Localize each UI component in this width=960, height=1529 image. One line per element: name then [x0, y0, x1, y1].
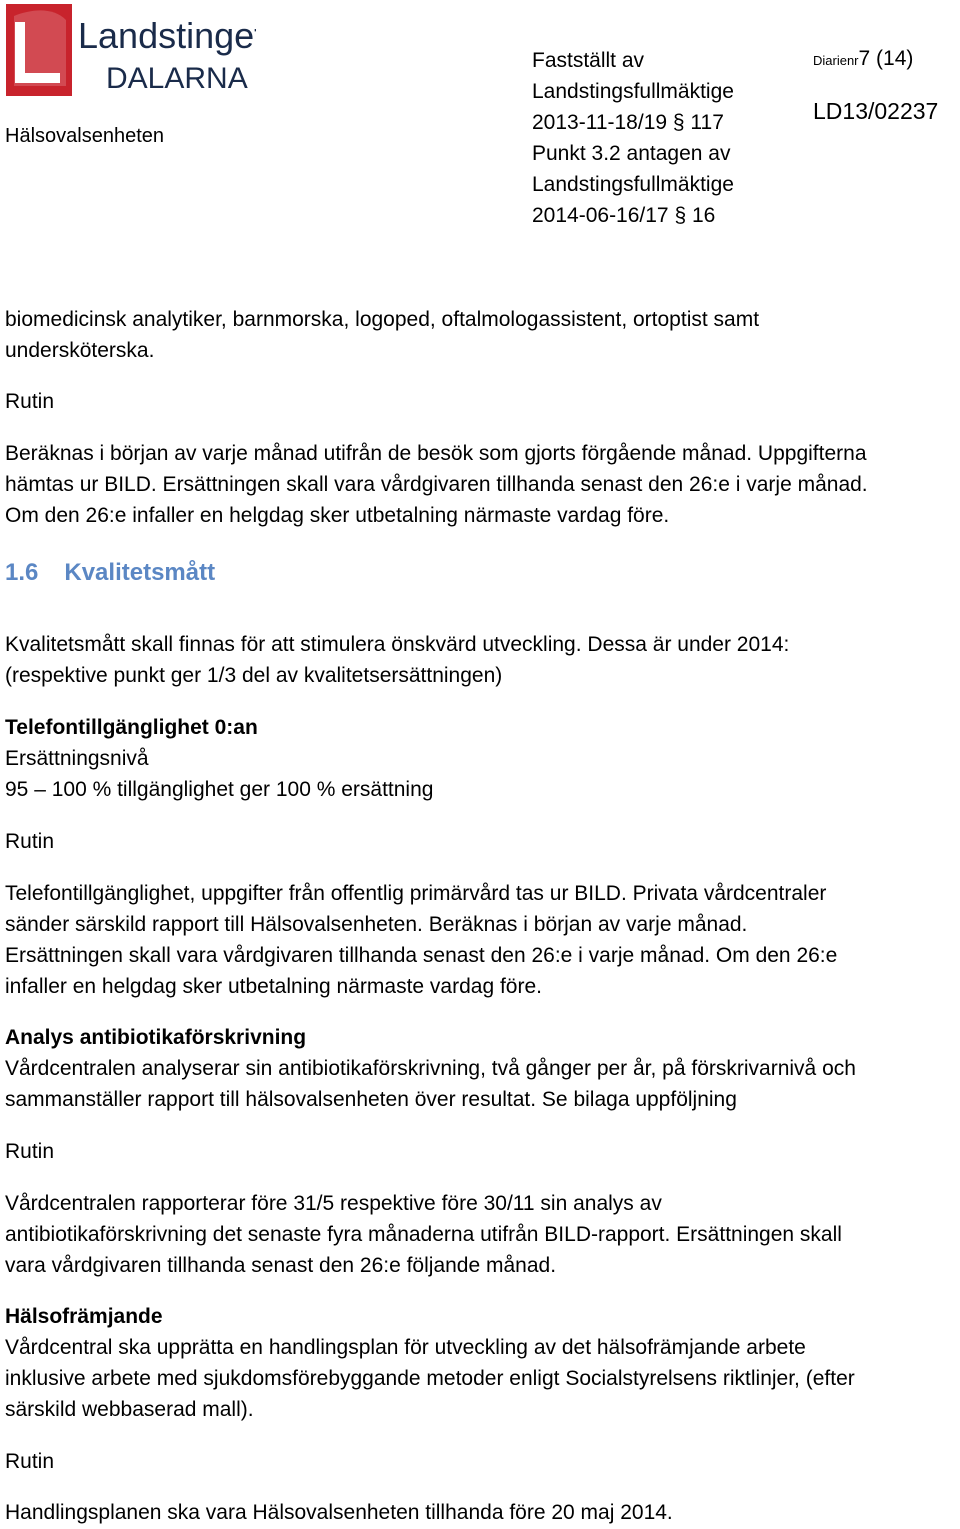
rutin-label: Rutin: [5, 1450, 55, 1473]
established-block: [532, 45, 734, 231]
paragraph-line: infaller en helgdag sker utbetalning närmaste vardag före.: [5, 975, 542, 998]
subheading-telefontillganglighet: Telefontillgänglighet 0:an: [5, 716, 258, 739]
paragraph-line: inklusive arbete med sjukdomsförebyggande metoder enligt Socialstyrelsens riktlinjer, (efter: [5, 1367, 855, 1390]
paragraph-line: Om den 26:e infaller en helgdag sker utbetalning närmaste vardag före.: [5, 504, 670, 527]
paragraph-line: Handlingsplanen ska vara Hälsovalsenheten tillhanda före 20 maj 2014.: [5, 1501, 673, 1524]
established-line: Landstingsfullmäktige: [532, 80, 734, 103]
paragraph-line: Vårdcentral ska upprätta en handlingsplan för utveckling av det hälsofrämjande arbete: [5, 1336, 806, 1359]
paragraph-line: biomedicinsk analytiker, barnmorska, logoped, oftalmologassistent, ortoptist samt: [5, 308, 760, 331]
paragraph-line: sänder särskild rapport till Hälsovalsenheten. Beräknas i början av varje månad.: [5, 913, 748, 936]
paragraph-line: Telefontillgänglighet, uppgifter från offentlig primärvård tas ur BILD. Privata vårdcentraler: [5, 882, 827, 905]
svg-text:Landstinget: Landstinget: [78, 15, 256, 56]
rutin-label: Rutin: [5, 1140, 55, 1163]
department-name: Hälsovalsenheten: [5, 125, 164, 147]
paragraph-line: antibiotikaförskrivning det senaste fyra månaderna utifrån BILD-rapport. Ersättningen skall: [5, 1223, 842, 1246]
paragraph-line: undersköterska.: [5, 339, 155, 362]
paragraph-line: Kvalitetsmått skall finnas för att stimulera önskvärd utveckling. Dessa är under 2014:: [5, 633, 790, 656]
paragraph-line: Vårdcentralen rapporterar före 31/5 respektive före 30/11 sin analys av: [5, 1192, 662, 1215]
subheading-antibiotika: Analys antibiotikaförskrivning: [5, 1026, 307, 1049]
diarienr-label: Diarienr: [813, 53, 859, 68]
established-line: Landstingsfullmäktige: [532, 173, 734, 196]
section-heading: [5, 557, 215, 589]
paragraph-line: (respektive punkt ger 1/3 del av kvalitetsersättningen): [5, 664, 503, 687]
subheading-halsoframjande: Hälsofrämjande: [5, 1305, 163, 1328]
established-line: 2014-06-16/17 § 16: [532, 204, 716, 227]
rutin-label: Rutin: [5, 830, 55, 853]
landstinget-dalarna-logo: [4, 2, 256, 98]
established-line: 2013-11-18/19 § 117: [532, 111, 724, 134]
paragraph-line: vara vårdgivaren tillhanda senast den 26:e följande månad.: [5, 1254, 557, 1277]
paragraph-line: sammanställer rapport till hälsovalsenheten över resultat. Se bilaga uppföljning: [5, 1088, 737, 1111]
diarienr-value: LD13/02237: [813, 98, 939, 124]
page-number: 7 (14): [858, 47, 914, 70]
paragraph-line: Beräknas i början av varje månad utifrån de besök som gjorts förgående månad. Uppgifterna: [5, 442, 867, 465]
svg-text:DALARNA: DALARNA: [106, 62, 248, 95]
paragraph-line: särskild webbaserad mall).: [5, 1398, 254, 1421]
established-line: Fastställt av: [532, 49, 645, 72]
paragraph-line: Vårdcentralen analyserar sin antibiotikaförskrivning, två gånger per år, på förskrivarnivå och: [5, 1057, 856, 1080]
paragraph-line: hämtas ur BILD. Ersättningen skall vara vårdgivaren tillhanda senast den 26:e i varje månad.: [5, 473, 868, 496]
established-line: Punkt 3.2 antagen av: [532, 142, 731, 165]
page-number-line: [813, 44, 913, 76]
paragraph-line: Ersättningen skall vara vårdgivaren tillhanda senast den 26:e i varje månad. Om den 26:e: [5, 944, 838, 967]
section-number: 1.6: [5, 559, 39, 586]
section-title: Kvalitetsmått: [64, 559, 216, 586]
paragraph-line: 95 – 100 % tillgänglighet ger 100 % ersättning: [5, 778, 434, 801]
rutin-label: Rutin: [5, 390, 55, 413]
paragraph-line: Ersättningsnivå: [5, 747, 149, 770]
